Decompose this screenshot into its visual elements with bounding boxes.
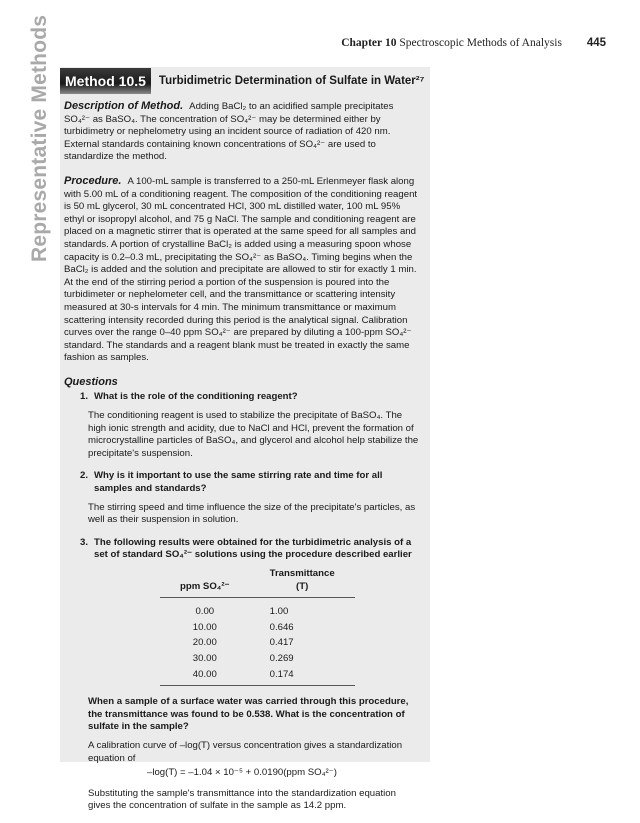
- followup-question: When a sample of a surface water was carried through this procedure, the transmittance was found to be 0.538. What is the concentration of sulfate in the sample?: [88, 696, 409, 733]
- question-number: 2.: [79, 470, 88, 482]
- transmittance-cell: 1.00: [269, 606, 289, 618]
- ppm-cell: 30.00: [192, 652, 217, 664]
- table-row: [160, 620, 355, 636]
- chapter-label: Chapter: [341, 37, 383, 49]
- question-text: Why is it important to use the same stirring rate and time for all samples and standards?: [94, 470, 383, 495]
- chapter-title: Spectroscopic Methods of Analysis: [399, 37, 562, 49]
- method-label: Method 10.5: [60, 68, 151, 94]
- question-1: [64, 391, 420, 404]
- description-text: Adding BaCl₂ to an acidified sample precipitates SO₄²⁻ as BaSO₄. The concentration of SO₄²⁻ may be determined either by turbidimetry or nephelometry using an incident source of radiation of 420 nm. External standards containing known concentrations of SO₄²⁻ are used to standardize the method.: [64, 101, 394, 163]
- questions-heading: Questions: [64, 375, 118, 388]
- procedure-paragraph: [64, 175, 420, 365]
- table-row: [160, 667, 355, 686]
- method-content: [64, 100, 420, 823]
- chapter-number: 10: [384, 37, 397, 49]
- method-heading: [60, 68, 424, 94]
- col2-header-line2: (T): [250, 581, 355, 598]
- side-label: Representative Methods: [28, 14, 51, 262]
- ppm-cell: 40.00: [160, 667, 250, 686]
- answer-1: The conditioning reagent is used to stabilize the precipitate of BaSO₄. The high ionic strength and acidity, due to NaCl and HCl, prevent the formation of microcrystalline particles of BaSO₄, and glycerol and alcohol help stabilize the precipitate's suspension.: [88, 410, 419, 459]
- transmittance-cell: 0.646: [269, 621, 294, 633]
- table-row: [160, 636, 355, 652]
- answer-2: The stirring speed and time influence the size of the precipitate's particles, as well as their suspension in solution.: [88, 501, 416, 526]
- question-3: [64, 537, 420, 562]
- question-text: What is the role of the conditioning reagent?: [94, 391, 298, 403]
- ppm-cell: 20.00: [192, 637, 217, 649]
- procedure-lead: Procedure.: [64, 174, 122, 187]
- ppm-cell: 10.00: [192, 621, 217, 633]
- col1-header: ppm SO₄²⁻: [160, 581, 250, 598]
- question-number: 1.: [79, 391, 88, 403]
- question-number: 3.: [79, 536, 88, 548]
- table-row: [160, 651, 355, 667]
- table-row: [160, 598, 355, 621]
- question-text: The following results were obtained for the turbidimetric analysis of a set of standard SO₄²⁻ solutions using the procedure described earlier: [94, 536, 412, 561]
- transmittance-cell: 0.269: [269, 652, 294, 664]
- procedure-text: A 100-mL sample is transferred to a 250-mL Erlenmeyer flask along with 5.00 mL of a conditioning reagent. The composition of the conditioning reagent is 50 mL glycerol, 30 mL concentrated HCl, 300 mL distilled water, 100 mL 95% ethyl or isopropyl alcohol, and 75 g NaCl. The sample and conditioning reagent are placed on a magnetic stirrer that is operated at the same speed for all samples and standards. A portion of crystalline BaCl₂ is added using a measuring spoon whose capacity is 0.2–0.3 mL, precipitating the SO₄²⁻ as BaSO₄. Timing begins when the BaCl₂ is added and the solution and precipitate are allowed to stir for exactly 1 min. At the end of the stirring period a portion of the suspension is poured into the turbidimeter or nephelometer cell, and the transmittance or scattering intensity measured at 30-s intervals for 4 min. The minimum transmittance or maximum scattering intensity recorded during this period is the analytical signal. Calibration curves over the range 0–40 ppm SO₄²⁻ are prepared by diluting a 100-ppm SO₄²⁻ standard. The standards and a reagent blank must be treated in exactly the same fashion as samples.: [64, 175, 418, 364]
- transmittance-cell: 0.174: [250, 667, 355, 686]
- question-2: [64, 470, 420, 495]
- ppm-cell: 0.00: [195, 606, 215, 618]
- standards-table: [160, 568, 355, 686]
- transmittance-cell: 0.417: [269, 637, 294, 649]
- answer-3-conclusion: Substituting the sample's transmittance into the standardization equation gives the concentration of sulfate in the sample as 14.2 ppm.: [88, 787, 396, 812]
- method-title: Turbidimetric Determination of Sulfate in Water²⁷: [158, 75, 425, 87]
- answer-3-intro: A calibration curve of –log(T) versus concentration gives a standardization equation of: [88, 739, 403, 764]
- running-header: [341, 37, 606, 49]
- description-paragraph: [64, 100, 420, 164]
- col2-header-line1: Transmittance: [269, 568, 335, 579]
- standardization-equation: –log(T) = –1.04 × 10⁻⁵ + 0.0190(ppm SO₄²⁻): [146, 767, 337, 779]
- description-lead: Description of Method.: [64, 100, 184, 112]
- page-number: 445: [586, 37, 606, 49]
